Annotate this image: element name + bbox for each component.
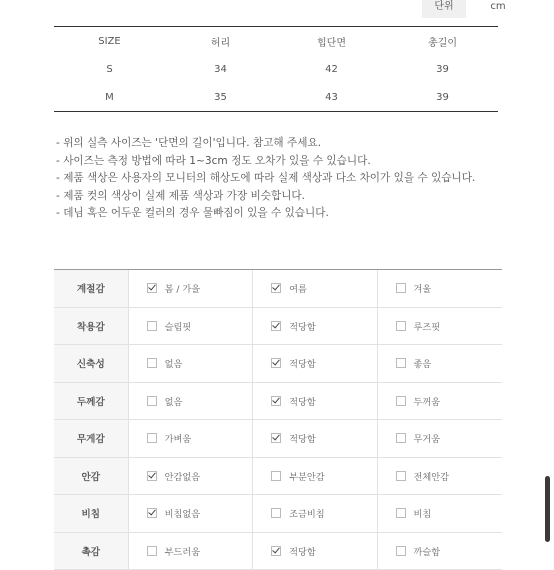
size-table	[54, 26, 498, 112]
size-cell: 39	[387, 64, 498, 75]
checkbox-empty-icon[interactable]	[147, 433, 157, 443]
fit-option-label: 비침	[414, 506, 432, 520]
note-line: - 데님 혹은 어두운 컬러의 경우 물빠짐이 있을 수 있습니다.	[56, 205, 475, 223]
fit-option[interactable]	[378, 308, 502, 345]
note-line: - 위의 실측 사이즈는 '단면의 길이'입니다. 참고해 주세요.	[56, 135, 475, 153]
size-cell: 43	[276, 92, 387, 103]
fit-option-label: 비침없음	[165, 506, 201, 520]
fit-option[interactable]	[253, 495, 377, 532]
fit-row-label: 무게감	[54, 420, 129, 457]
fit-row	[54, 308, 502, 346]
fit-row	[54, 533, 502, 570]
checkbox-checked-icon[interactable]	[147, 471, 157, 481]
fit-option[interactable]	[129, 420, 253, 457]
checkbox-checked-icon[interactable]	[271, 546, 281, 556]
fit-option[interactable]	[129, 495, 253, 532]
checkbox-empty-icon[interactable]	[147, 358, 157, 368]
checkbox-empty-icon[interactable]	[147, 546, 157, 556]
fit-option[interactable]	[378, 345, 502, 382]
fit-row-label: 비침	[54, 495, 129, 532]
size-header-cell: 허리	[165, 34, 276, 49]
checkbox-checked-icon[interactable]	[271, 321, 281, 331]
checkbox-checked-icon[interactable]	[147, 508, 157, 518]
fit-option-label: 봄 / 가을	[165, 281, 201, 295]
fit-option[interactable]	[129, 458, 253, 495]
size-cell: 34	[165, 64, 276, 75]
fit-option-label: 무거움	[414, 431, 441, 445]
size-header-cell: 총길이	[387, 34, 498, 49]
fit-option-label: 좋음	[414, 356, 432, 370]
fit-row-label: 촉감	[54, 533, 129, 570]
checkbox-checked-icon[interactable]	[271, 358, 281, 368]
fit-option-label: 겨울	[414, 281, 432, 295]
fit-row	[54, 270, 502, 308]
fit-option[interactable]	[129, 383, 253, 420]
checkbox-empty-icon[interactable]	[271, 508, 281, 518]
checkbox-empty-icon[interactable]	[396, 396, 406, 406]
fit-option-label: 부드러움	[165, 544, 201, 558]
fit-option[interactable]	[253, 345, 377, 382]
fit-option[interactable]	[253, 458, 377, 495]
fit-option[interactable]	[253, 533, 377, 570]
fit-option-label: 여름	[289, 281, 307, 295]
fit-option[interactable]	[378, 495, 502, 532]
fit-option-label: 두꺼움	[414, 394, 441, 408]
size-cell: 39	[387, 92, 498, 103]
fit-row	[54, 458, 502, 496]
fit-option-label: 안감없음	[165, 469, 201, 483]
size-table-header	[54, 27, 498, 55]
note-line: - 제품 컷의 색상이 실제 제품 색상과 가장 비슷합니다.	[56, 188, 475, 206]
scrollbar-thumb[interactable]	[545, 476, 550, 542]
checkbox-empty-icon[interactable]	[396, 433, 406, 443]
fit-row-label: 계절감	[54, 270, 129, 307]
checkbox-empty-icon[interactable]	[396, 508, 406, 518]
unit-toggle[interactable]	[422, 0, 520, 18]
size-notes	[56, 135, 475, 223]
checkbox-checked-icon[interactable]	[271, 283, 281, 293]
fit-row	[54, 495, 502, 533]
size-header-cell: 힙단면	[276, 34, 387, 49]
checkbox-empty-icon[interactable]	[147, 321, 157, 331]
fit-option-label: 적당함	[289, 356, 316, 370]
fit-row-label: 착용감	[54, 308, 129, 345]
fit-option[interactable]	[378, 383, 502, 420]
fit-row	[54, 420, 502, 458]
fit-option-label: 가벼움	[165, 431, 192, 445]
fit-row	[54, 345, 502, 383]
checkbox-empty-icon[interactable]	[147, 396, 157, 406]
checkbox-empty-icon[interactable]	[396, 321, 406, 331]
fit-option[interactable]	[253, 420, 377, 457]
fit-option-label: 적당함	[289, 431, 316, 445]
fit-option-label: 적당함	[289, 394, 316, 408]
size-cell: M	[54, 92, 165, 103]
fit-row-label: 안감	[54, 458, 129, 495]
fit-option[interactable]	[253, 270, 377, 307]
size-cell: S	[54, 64, 165, 75]
fit-row-label: 두께감	[54, 383, 129, 420]
checkbox-empty-icon[interactable]	[396, 546, 406, 556]
checkbox-empty-icon[interactable]	[396, 471, 406, 481]
fit-option-label: 전체안감	[414, 469, 450, 483]
fit-option-label: 없음	[165, 394, 183, 408]
checkbox-empty-icon[interactable]	[396, 358, 406, 368]
fit-option-label: 조금비침	[289, 506, 325, 520]
size-cell: 42	[276, 64, 387, 75]
fit-row-label: 신축성	[54, 345, 129, 382]
fit-option[interactable]	[129, 270, 253, 307]
checkbox-checked-icon[interactable]	[147, 283, 157, 293]
fit-option-label: 적당함	[289, 544, 316, 558]
checkbox-empty-icon[interactable]	[271, 471, 281, 481]
checkbox-empty-icon[interactable]	[396, 283, 406, 293]
fit-option-label: 적당함	[289, 319, 316, 333]
checkbox-checked-icon[interactable]	[271, 433, 281, 443]
unit-tab-active[interactable]: 단위	[422, 0, 466, 18]
fit-option[interactable]	[253, 383, 377, 420]
fit-option[interactable]	[253, 308, 377, 345]
fit-option-label: 슬림핏	[165, 319, 192, 333]
fit-option[interactable]	[129, 533, 253, 570]
table-row	[54, 55, 498, 83]
fit-option-label: 없음	[165, 356, 183, 370]
fit-option[interactable]	[129, 308, 253, 345]
fit-option[interactable]	[378, 533, 502, 570]
fit-option[interactable]	[378, 270, 502, 307]
fit-row	[54, 383, 502, 421]
fit-option-label: 루즈핏	[414, 319, 441, 333]
note-line: - 제품 색상은 사용자의 모니터의 해상도에 따라 실제 색상과 다소 차이가 있을 수 있습니다.	[56, 170, 475, 188]
fit-option-label: 까슬함	[414, 544, 441, 558]
checkbox-checked-icon[interactable]	[271, 396, 281, 406]
fit-option-label: 부분안감	[289, 469, 325, 483]
fit-option[interactable]	[129, 345, 253, 382]
size-cell: 35	[165, 92, 276, 103]
note-line: - 사이즈는 측정 방법에 따라 1~3cm 정도 오차가 있을 수 있습니다.	[56, 153, 475, 171]
table-row	[54, 83, 498, 111]
fit-option[interactable]	[378, 458, 502, 495]
unit-tab-cm[interactable]: cm	[476, 0, 520, 18]
fit-option[interactable]	[378, 420, 502, 457]
fit-info-table	[54, 269, 502, 570]
size-header-cell: SIZE	[54, 36, 165, 47]
